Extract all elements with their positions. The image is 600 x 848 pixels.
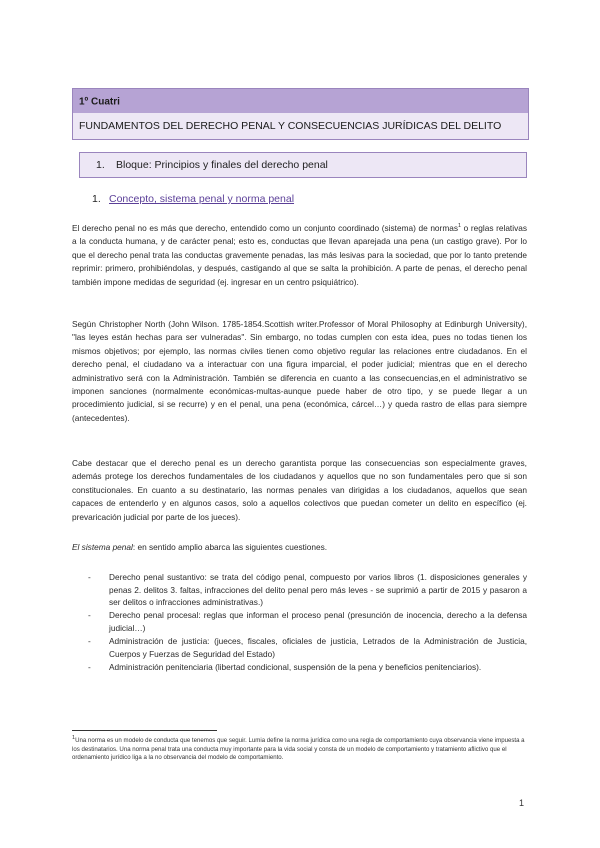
subject-header [72,113,529,140]
section-heading [92,193,294,205]
list-item [88,609,527,634]
dash-marker: - [88,661,91,672]
bloque-heading [79,152,527,178]
semester-header [72,88,529,115]
semester-label: 1º Cuatri [79,96,120,107]
paragraph-text: El derecho penal no es más que derecho, entendido como un conjunto coordinado (sistema) de normas [72,223,458,233]
dash-marker: - [88,610,91,621]
paragraph-text: : en sentido amplio abarca las siguientes cuestiones. [132,542,328,552]
bloque-title: Bloque: Principios y finales del derecho penal [116,159,328,171]
paragraph-garantista: Cabe destacar que el derecho penal es un derecho garantista porque las consecuencias son especialmente graves, además protege los derechos fundamentales de los ciudadanos y aquellos que no son fundamentales pero que si son constitucionales. En cuanto a su destinatario, las normas penales van dirigidas a los ciudadanos, aquellos que sean capaces de entenderlo y en algunos casos, solo a aquellos colectivos que puedan cometer un delito en específico (ej. prevaricación judicial por parte de los jueces). [72,458,527,522]
footnote-text: Una norma es un modelo de conducta que tenemos que seguir. Lumia define la norma jurídica como una regla de comportamiento cuya observancia viene impuesta a los destinatarios. Una norma penal trata una conducta muy importante para la vida social y consta de un modelo de comportamiento y tratamiento aflictivo que el ordenamiento jurídico liga a la no observancia del modelo de comportamiento. [72,737,525,762]
sistema-penal-list [88,571,527,674]
sistema-penal-term: El sistema penal [72,542,133,552]
footnote [72,734,527,763]
list-item [88,571,527,609]
list-item [88,635,527,660]
list-item-text: Administración penitenciaria (libertad condicional, suspensión de la pena y beneficios penitenciarios). [109,661,482,672]
page-number: 1 [519,798,525,808]
bloque-number: 1. [96,159,105,171]
paragraph-text: o reglas relativas a la conducta humana, y de carácter penal; esto es, conductas que llevan aparejada una pena (un castigo grave). Por lo que el derecho penal trata las conductas gravemente penadas, las más lesivas para la sociedad, que por lo tanto pretende reprimir: primero, prohibiéndolas, y después, castigando al que se salta la prohibición. A parte de penas, el derecho penal también impone medidas de seguridad (ej. ingresar en un centro psiquiátrico). [72,223,527,287]
dash-marker: - [88,572,91,582]
section-title-link[interactable]: Concepto, sistema penal y norma penal [109,193,295,205]
list-item-text: Administración de justicia: (jueces, fiscales, oficiales de justicia, Letrados de la Administración de Justicia, Cuerpos y Fuerzas de Seguridad del Estado) [109,635,527,659]
footnote-ref[interactable]: 1 [458,223,462,230]
paragraph-north: Según Christopher North (John Wilson. 1785-1854.Scottish writer.Professor of Moral Philosophy at Edinburgh University), "las leyes están hechas para ser vulneradas". Sin embargo, no todas cumplen con esta idea, pues no todas tienen los mismos objetivos; por ejemplo, las normas civiles tienen como objetivo regular las relaciones entre ciudadanos. En el derecho penal, el ciudadano va a interactuar con una figura imparcial, el poder judicial; mientras que en el derecho administrativo será con la Administración. También se diferencia en cuanto a las consecuencias,en el administrativo se imponen sanciones (normalmente económicas-multas-aunque puede haber de otro tipo, y se puede llegar a un procedimiento judicial, si se recurre) y en el penal, una pena (económica, cárcel…) y queda rastro de ellas para siempre (antecedentes). [72,319,527,423]
paragraph-definition [72,222,527,289]
footnote-marker: 1 [72,734,76,741]
list-item-text: Derecho penal procesal: reglas que informan el proceso penal (presunción de inocencia, derecho a la defensa judicial…) [109,610,527,633]
list-item-text: Derecho penal sustantivo: se trata del código penal, compuesto por varios libros (1. disposiciones generales y penas 2. delitos 3. faltas, infracciones del delito penal pero más leves - se suprimió a partir de 2015 y pasaron a ser delitos o infracciones administrativas.) [109,572,527,608]
subject-title: FUNDAMENTOS DEL DERECHO PENAL Y CONSECUENCIAS JURÍDICAS DEL DELITO [79,120,502,132]
paragraph-sistema-penal [72,541,527,554]
section-number: 1. [92,193,101,205]
dash-marker: - [88,635,91,646]
list-item [88,661,527,674]
footnote-divider [72,730,217,731]
